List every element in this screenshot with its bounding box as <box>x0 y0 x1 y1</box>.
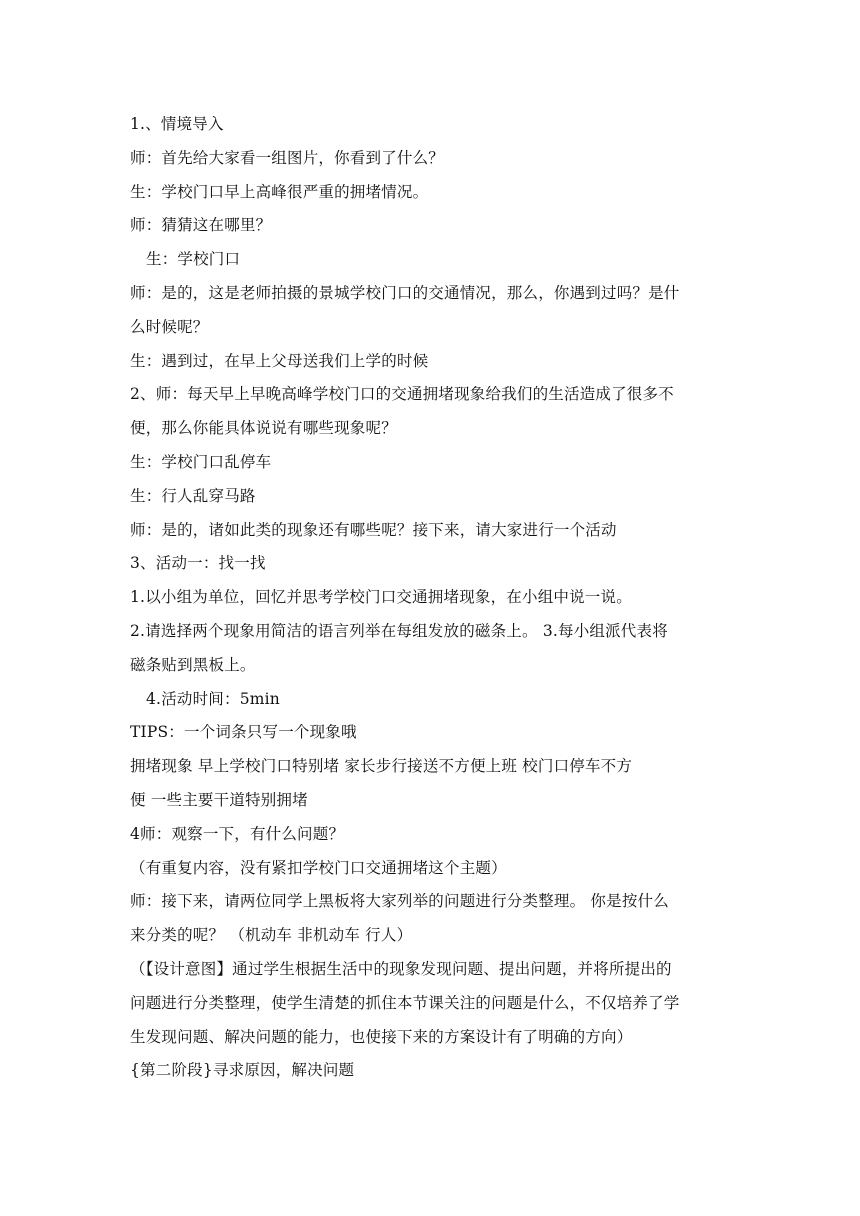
observation-note: （有重复内容，没有紧扣学校门口交通拥堵这个主题） <box>130 858 507 877</box>
tips-line: TIPS：一个词条只写一个现象哦 <box>130 723 357 742</box>
teacher-line: 师：是的，诸如此类的现象还有哪些呢？接下来，请大家进行一个活动 <box>130 520 617 539</box>
teacher-line-continued: 么时候呢？ <box>130 317 209 336</box>
teacher-line: 师：接下来，请两位同学上黑板将大家列举的问题进行分类整理。 你是按什么 <box>130 892 669 911</box>
design-intent-continued: 问题进行分类整理，使学生清楚的抓住本节课关注的问题是什么，不仅培养了学 <box>130 993 680 1012</box>
teacher-line: 师：是的，这是老师拍摄的景城学校门口的交通情况，那么，你遇到过吗？是什 <box>130 283 680 302</box>
student-line: 生：遇到过，在早上父母送我们上学的时候 <box>130 351 429 370</box>
section-heading-observe: 4师：观察一下，有什么问题？ <box>130 824 345 843</box>
section-heading-activity-one: 3、活动一：找一找 <box>130 554 266 573</box>
congestion-phenomena-list-continued: 便 一些主要干道特别拥堵 <box>130 790 308 809</box>
student-line: 生：学校门口 <box>146 250 241 269</box>
section-heading-situation-intro: 1.、情境导入 <box>130 115 224 133</box>
activity-step: 1.以小组为单位，回忆并思考学校门口交通拥堵现象，在小组中说一说。 <box>130 588 632 607</box>
classification-line: 来分类的呢？ （机动车 非机动车 行人） <box>130 926 413 945</box>
design-intent-continued: 生发现问题、解决问题的能力，也使接下来的方案设计有了明确的方向） <box>130 1027 633 1046</box>
student-line: 生：学校门口乱停车 <box>130 452 272 471</box>
activity-time: 4.活动时间：5min <box>146 689 280 708</box>
student-line: 生：学校门口早上高峰很严重的拥堵情况。 <box>130 182 429 201</box>
student-line: 生：行人乱穿马路 <box>130 486 256 505</box>
teacher-line: 师：猜猜这在哪里？ <box>130 216 272 235</box>
section-heading-teacher-question: 2、师：每天早上早晚高峰学校门口的交通拥堵现象给我们的生活造成了很多不 <box>130 385 674 404</box>
teacher-line-continued: 便，那么你能具体说说有哪些现象呢？ <box>130 419 397 438</box>
teacher-line: 师：首先给大家看一组图片，你看到了什么？ <box>130 148 445 167</box>
design-intent: （【设计意图】通过学生根据生活中的现象发现问题、提出问题，并将所提出的 <box>130 959 672 978</box>
activity-step-continued: 磁条贴到黑板上。 <box>130 655 256 674</box>
stage-two-heading: {第二阶段}寻求原因，解决问题 <box>130 1061 355 1080</box>
activity-step: 2.请选择两个现象用简洁的语言列举在每组发放的磁条上。 3.每小组派代表将 <box>130 621 668 640</box>
document-body <box>130 108 734 1088</box>
congestion-phenomena-list: 拥堵现象 早上学校门口特别堵 家长步行接送不方便上班 校门口停车不方 <box>130 757 633 776</box>
